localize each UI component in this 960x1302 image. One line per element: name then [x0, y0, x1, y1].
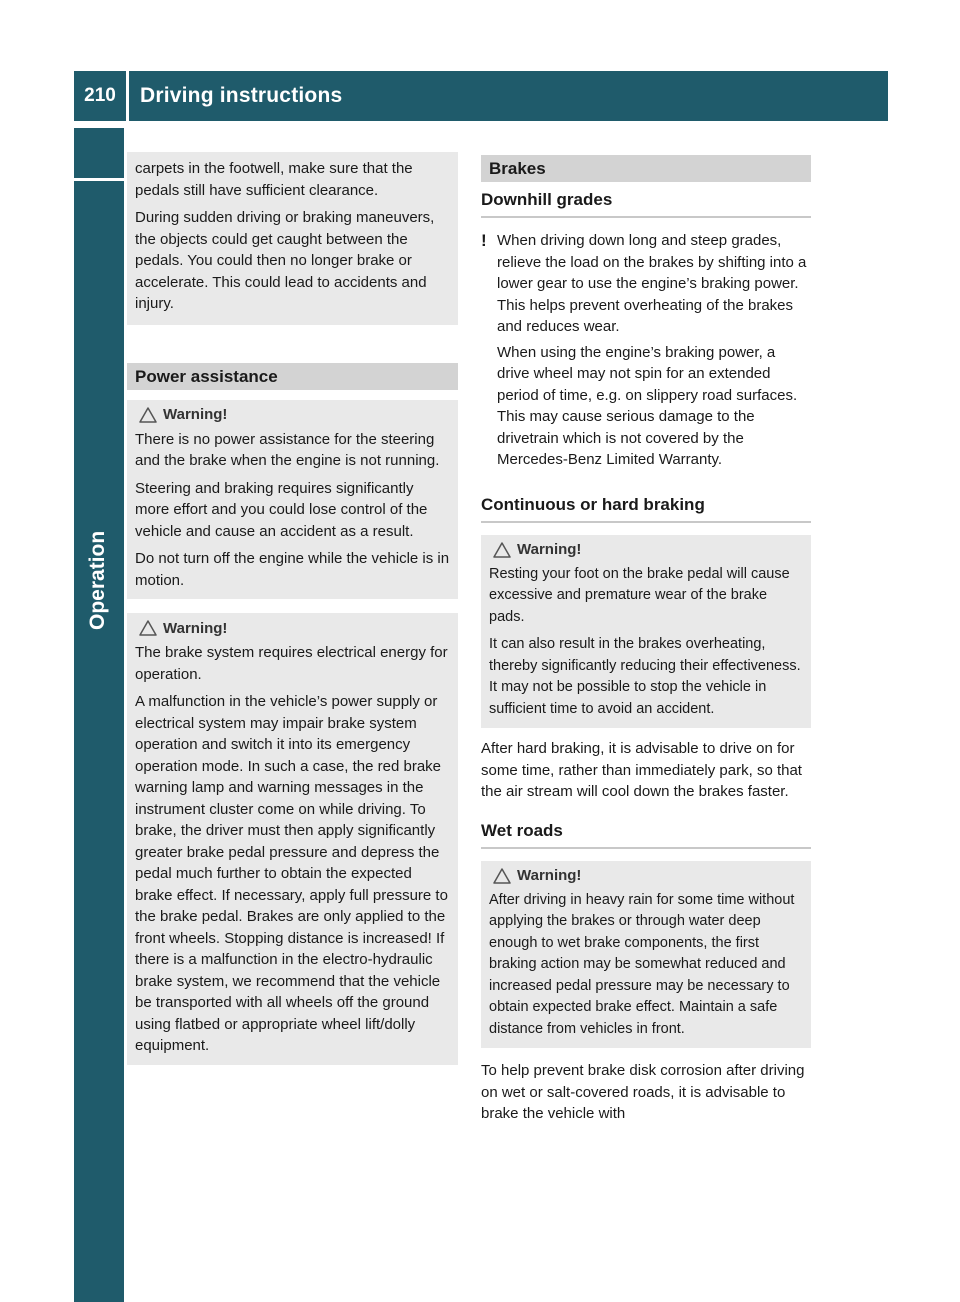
warning-heading — [489, 865, 803, 887]
warning-label: Warning! — [163, 619, 228, 637]
warning-label: Warning! — [517, 541, 582, 558]
warning-label: Warning! — [517, 867, 582, 884]
paragraph: Steering and braking requires significantly more effort and you could lose control of the vehicle and cause an accident as a result. — [135, 479, 428, 540]
notice-block — [481, 230, 811, 475]
paragraph: When using the engine’s braking power, a drive wheel may not spin for an extended period of time, e.g. on slippery road surfaces. This may cause serious damage to the drivetrain which is not covered by the Mercedes-Benz Limited Warranty. — [497, 343, 798, 468]
paragraph: Do not turn off the engine while the vehicle is in motion. — [135, 550, 450, 589]
warning-label: Warning! — [163, 406, 228, 423]
paragraph: carpets in the footwell, make sure that the pedals still have sufficient clearance. — [135, 160, 413, 199]
paragraph: After driving in heavy rain for some time without applying the brakes or through water deep enough to wet brake components, the first braking action may be somewhat reduced and increased pedal pressure may be necessary to obtain expected brake effect. Maintain a safe distance from vehicles in front. — [489, 891, 795, 1037]
warning-triangle-icon — [139, 620, 157, 636]
paragraph: The brake system requires electrical energy for operation. — [135, 644, 448, 683]
paragraph: When driving down long and steep grades, relieve the load on the brakes by shifting into a lower gear to use the engine’s braking power. This helps prevent overheating of the brakes and reduces wear. — [497, 232, 807, 335]
warning-heading — [489, 539, 803, 561]
page-header — [74, 71, 888, 121]
warning-triangle-icon — [493, 868, 511, 884]
warning-box — [127, 613, 458, 1065]
paragraph: It can also result in the brakes overheating, thereby significantly reducing their effectiveness. It may not be possible to stop the vehicle in sufficient time to avoid an accident. — [489, 636, 801, 717]
chapter-title: Driving instructions — [140, 84, 343, 107]
section-title-brakes: Brakes — [481, 155, 811, 182]
subheading-hard-braking: Continuous or hard braking — [481, 487, 811, 523]
warning-box — [127, 400, 458, 600]
left-column — [127, 152, 458, 1065]
side-tab-label: Operation — [86, 530, 109, 630]
paragraph: After hard braking, it is advisable to drive on for some time, rather than immediately park, so that the air stream will cool down the brakes faster. — [481, 740, 802, 800]
subheading-downhill-grades: Downhill grades — [481, 182, 811, 218]
right-column — [481, 155, 811, 1131]
paragraph: During sudden driving or braking maneuvers, the objects could get caught between the pedals. You could then no longer brake or accelerate. This could lead to accidents and injury. — [135, 209, 435, 312]
warning-box — [481, 861, 811, 1049]
warning-triangle-icon — [493, 542, 511, 558]
side-tab-top — [74, 128, 124, 178]
warning-triangle-icon — [139, 407, 157, 423]
paragraph: To help prevent brake disk corrosion after driving on wet or salt-covered roads, it is advisable to brake the vehicle with — [481, 1062, 805, 1122]
paragraph: Resting your foot on the brake pedal will cause excessive and premature wear of the brake pads. — [489, 565, 790, 625]
warning-heading — [135, 617, 450, 639]
continued-warning-box — [127, 152, 458, 325]
page-number: 210 — [84, 85, 116, 106]
subheading-wet-roads: Wet roads — [481, 813, 811, 849]
section-title-power-assistance: Power assistance — [127, 363, 458, 390]
exclamation-icon: ! — [481, 231, 487, 250]
paragraph: There is no power assistance for the steering and the brake when the engine is not running. — [135, 430, 440, 469]
side-tab — [74, 181, 124, 1302]
paragraph: A malfunction in the vehicle’s power supply or electrical system may impair brake system operation and switch it into its emergency operation mode. In such a case, the red brake warning lamp and warning messages in the instrument cluster come on while driving. To brake, the driver must then apply significantly greater brake pedal pressure and depress the pedal much further to obtain the expected brake effect. If necessary, apply full pressure to the brake pedal. Brakes are only applied to the front wheels. Stopping distance is increased! If there is a malfunction in the electro-hydraulic brake system, we recommend that the vehicle be transported with all wheels off the ground using flatbed or appropriate wheel lift/dolly equipment. — [135, 693, 448, 1054]
warning-box — [481, 535, 811, 729]
warning-heading — [135, 404, 450, 426]
